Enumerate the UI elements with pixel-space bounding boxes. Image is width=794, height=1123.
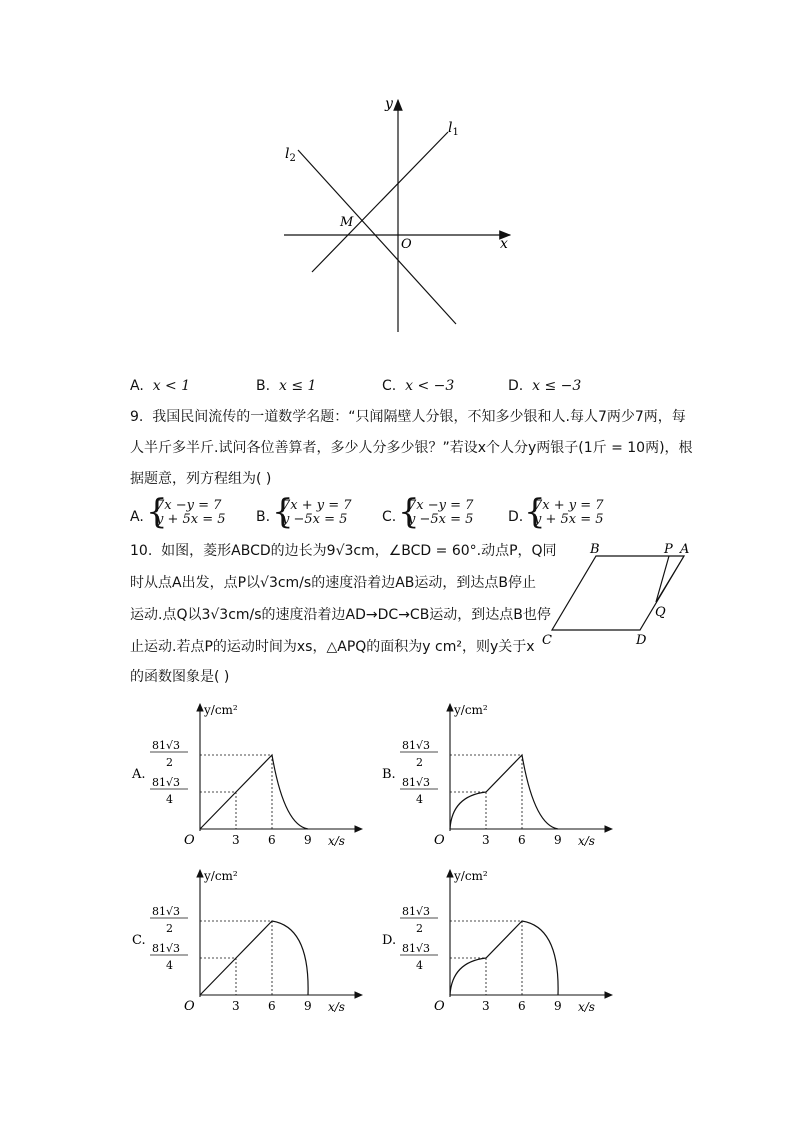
origin-label: O — [434, 833, 445, 848]
origin-label: O — [434, 999, 445, 1014]
y-tick-lower-den: 4 — [166, 793, 173, 806]
graph-option-d[interactable] — [378, 866, 618, 1016]
q9-d-eq2: y + 5x = 5 — [534, 512, 604, 527]
y-tick-upper-num: 81√3 — [402, 739, 431, 752]
q9-brace-c: { — [398, 492, 420, 532]
m-label: M — [340, 215, 354, 230]
q8-option-c[interactable]: C. x < −3 — [382, 378, 455, 394]
graph-option-a[interactable] — [128, 700, 368, 850]
graph-option-b[interactable] — [378, 700, 618, 850]
y-tick-lower-num: 81√3 — [152, 776, 181, 789]
q9-brace-d: { — [524, 492, 546, 532]
q10-line-1: 10. 如图，菱形ABCD的边长为9√3cm，∠BCD = 60°.动点P，Q同 — [130, 543, 557, 559]
segment-aq — [656, 556, 684, 602]
q9-b-eq2: y −5x = 5 — [282, 512, 348, 527]
y-tick-upper-num: 81√3 — [152, 739, 181, 752]
q9-a-eq1: 7x −y = 7 — [156, 498, 222, 513]
o-label: O — [401, 237, 412, 252]
x-tick-label: 9 — [554, 833, 562, 847]
segment-pq — [656, 556, 669, 602]
x-tick-label: 9 — [304, 999, 312, 1013]
q9-brace-b: { — [272, 492, 294, 532]
x-tick-label: 3 — [482, 833, 490, 847]
q9-option-a-letter: A. — [130, 509, 144, 525]
y-tick-upper-num: 81√3 — [402, 905, 431, 918]
x-tick-label: 6 — [268, 833, 276, 847]
q8-figure — [270, 90, 530, 340]
q10-line-3: 运动.点Q以3√3cm/s的速度沿着边AD→DC→CB运动，到达点B也停 — [130, 607, 551, 623]
y-tick-lower-den: 4 — [416, 959, 423, 972]
x-axis-label: x/s — [328, 834, 345, 848]
rhombus-figure — [538, 538, 698, 650]
x-tick-label: 3 — [232, 999, 240, 1013]
q10-line-2: 时从点A出发，点P以√3cm/s的速度沿着边AB运动，到达点B停止 — [130, 575, 536, 591]
q9-a-eq2: y + 5x = 5 — [156, 512, 226, 527]
origin-label: O — [184, 833, 195, 848]
q9-option-d-letter: D. — [508, 509, 524, 525]
label-d: D — [636, 633, 647, 648]
l1-label: $l_1$ — [448, 120, 459, 138]
q8-option-d[interactable]: D. x ≤ −3 — [508, 378, 582, 394]
q9-c-eq2: y −5x = 5 — [408, 512, 474, 527]
x-axis-label: x/s — [578, 834, 595, 848]
x-tick-label: 6 — [268, 999, 276, 1013]
q9-line-2: 人半斤多半斤.试问各位善算者，多少人分多少银？”若设x个人分y两银子(1斤 = 10两)，根 — [130, 440, 693, 456]
graph-option-letter: B. — [382, 767, 396, 782]
l2-label: $l_2$ — [285, 146, 296, 164]
y-tick-lower-den: 4 — [166, 959, 173, 972]
label-a: A — [680, 542, 690, 557]
q9-option-c-letter: C. — [382, 509, 397, 525]
y-axis-label: y/cm² — [454, 703, 488, 717]
x-tick-label: 6 — [518, 833, 526, 847]
q9-option-b-letter: B. — [256, 509, 271, 525]
graph-option-c[interactable] — [128, 866, 368, 1016]
origin-label: O — [184, 999, 195, 1014]
x-axis-label: x/s — [578, 1000, 595, 1014]
label-b: B — [590, 542, 600, 557]
q9-line-3: 据题意，列方程组为( ) — [130, 471, 272, 487]
line-l1 — [312, 132, 448, 272]
y-label: y — [385, 96, 393, 112]
q10-line-5: 的函数图象是( ) — [130, 669, 230, 685]
q9-brace-a: { — [146, 492, 168, 532]
y-tick-lower-den: 4 — [416, 793, 423, 806]
y-tick-lower-num: 81√3 — [402, 942, 431, 955]
x-label: x — [500, 236, 508, 252]
label-c: C — [542, 633, 552, 648]
q9-b-eq1: 7x + y = 7 — [282, 498, 352, 513]
y-tick-lower-num: 81√3 — [152, 942, 181, 955]
y-tick-upper-den: 2 — [166, 922, 173, 935]
q10-line-4: 止运动.若点P的运动时间为xs，△APQ的面积为y cm²，则y关于x — [130, 639, 535, 655]
y-tick-upper-den: 2 — [416, 922, 423, 935]
graph-option-letter: C. — [132, 933, 146, 948]
y-axis-label: y/cm² — [454, 869, 488, 883]
y-tick-upper-den: 2 — [416, 756, 423, 769]
q8-option-b[interactable]: B. x ≤ 1 — [256, 378, 317, 394]
y-axis-label: y/cm² — [204, 869, 238, 883]
y-tick-lower-num: 81√3 — [402, 776, 431, 789]
graph-option-letter: A. — [132, 767, 146, 782]
label-q: Q — [655, 605, 666, 620]
q9-line-1: 9. 我国民间流传的一道数学名题：“只闻隔壁人分银，不知多少银和人.每人7两少7两，每 — [130, 409, 686, 425]
q9-d-eq1: 7x + y = 7 — [534, 498, 604, 513]
y-tick-upper-num: 81√3 — [152, 905, 181, 918]
q9-c-eq1: 7x −y = 7 — [408, 498, 474, 513]
x-tick-label: 9 — [304, 833, 312, 847]
x-tick-label: 9 — [554, 999, 562, 1013]
x-tick-label: 6 — [518, 999, 526, 1013]
x-axis-label: x/s — [328, 1000, 345, 1014]
x-tick-label: 3 — [232, 833, 240, 847]
graph-option-letter: D. — [382, 933, 397, 948]
line-l2 — [298, 150, 456, 324]
x-tick-label: 3 — [482, 999, 490, 1013]
label-p: P — [664, 542, 673, 557]
y-axis-label: y/cm² — [204, 703, 238, 717]
y-tick-upper-den: 2 — [166, 756, 173, 769]
q8-option-a[interactable]: A. x < 1 — [130, 378, 191, 394]
